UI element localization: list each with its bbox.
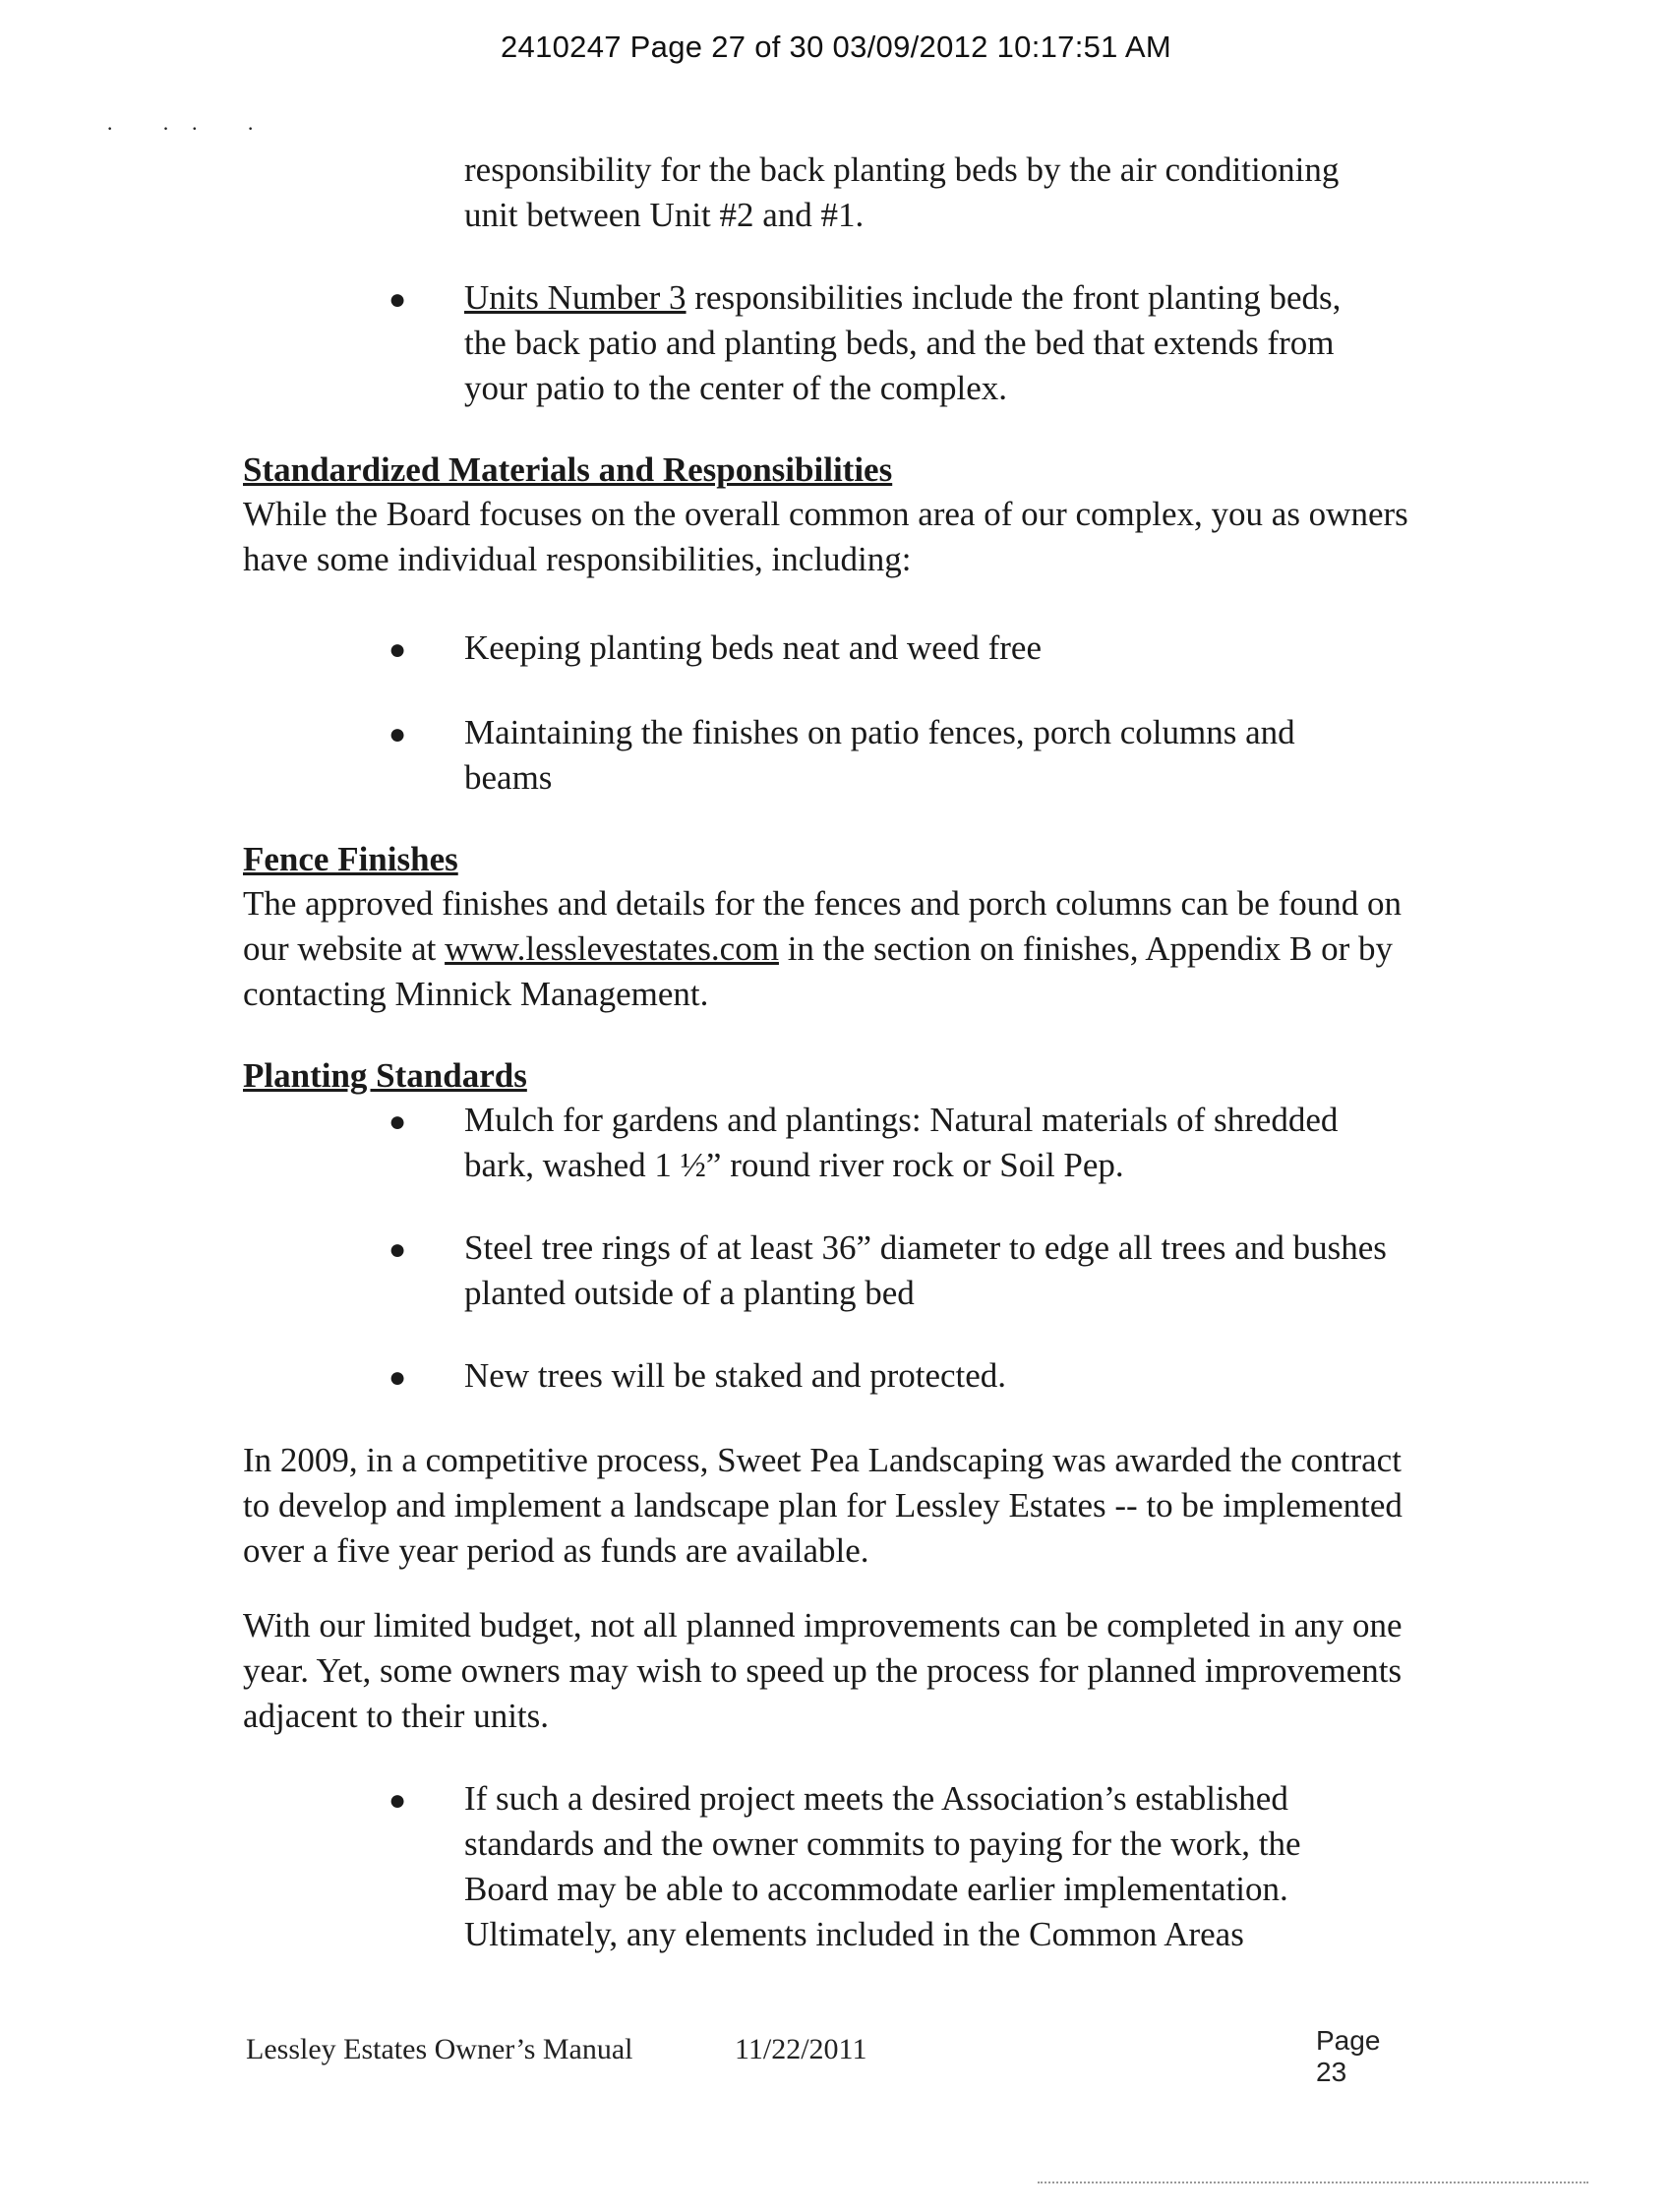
fence-paragraph xyxy=(243,881,1433,1017)
bullet-dot-icon: ● xyxy=(388,718,407,750)
scan-artifact-line xyxy=(1038,2182,1588,2183)
list-item-text: Steel tree rings of at least 36” diameter to edge all trees and bushes planted outside of a planting bed xyxy=(464,1228,1387,1312)
list-item-text: Mulch for gardens and plantings: Natural materials of shredded bark, washed 1 ½” round river rock or Soil Pep. xyxy=(464,1101,1339,1184)
fax-header: 2410247 Page 27 of 30 03/09/2012 10:17:51 AM xyxy=(500,30,1171,64)
intro-continuation: responsibility for the back planting beds by the air conditioning unit between Unit #2 and #1. xyxy=(464,150,1340,234)
bullet-dot-icon: ● xyxy=(388,1784,407,1817)
unit-3-text: responsibilities include the front planting beds, the back patio and planting beds, and the bed that extends from your patio to the center of the complex. xyxy=(464,278,1342,407)
list-item xyxy=(388,626,1433,673)
footer-date: 11/22/2011 xyxy=(735,2033,867,2065)
footer-title: Lessley Estates Owner’s Manual xyxy=(246,2033,633,2065)
page-marks: · ·· · xyxy=(106,116,276,141)
bullet-dot-icon: ● xyxy=(388,283,407,316)
list-item xyxy=(388,1098,1433,1188)
bullet-dot-icon: ● xyxy=(388,1106,407,1138)
bullet-dot-icon: ● xyxy=(388,633,407,666)
bullet-text xyxy=(464,275,1389,411)
list-item-text: Keeping planting beds neat and weed free xyxy=(464,628,1042,667)
list-item-text: If such a desired project meets the Association’s established standards and the owner commits to paying for the work, the Board may be able to accommodate earlier implementation. Ultimately, any elements included in the Common Areas xyxy=(464,1779,1301,1953)
standardized-intro: While the Board focuses on the overall common area of our complex, you as owners have some individual responsibilities, including: xyxy=(243,495,1408,578)
list-item xyxy=(388,1226,1433,1316)
document-body xyxy=(243,148,1433,1957)
list-item xyxy=(388,710,1433,801)
landscaping-paragraph: In 2009, in a competitive process, Sweet Pea Landscaping was awarded the contract to develop and implement a landscape plan for Lessley Estates -- to be implemented over a five year period as funds are available. xyxy=(243,1441,1403,1570)
standardized-heading: Standardized Materials and Responsibilities xyxy=(243,450,893,489)
budget-paragraph: With our limited budget, not all planned improvements can be completed in any one year. Yet, some owners may wish to speed up the process for planned improvements adjacent to their units. xyxy=(243,1606,1403,1735)
footer-page-number: Page 23 xyxy=(1316,2025,1381,2087)
fence-heading: Fence Finishes xyxy=(243,840,458,878)
bullet-unit-3 xyxy=(388,275,1433,411)
fence-text-before: The approved finishes and details for the fences and porch columns can be found on our website at xyxy=(243,884,1402,968)
bullet-dot-icon: ● xyxy=(388,1233,407,1266)
list-item xyxy=(388,1353,1433,1401)
fence-text-after: in the section on finishes, Appendix B or by contacting Minnick Management. xyxy=(243,929,1394,1013)
list-item-text: Maintaining the finishes on patio fences, porch columns and beams xyxy=(464,713,1295,797)
website-link[interactable]: www.lesslevestates.com xyxy=(445,929,779,968)
unit-3-label: Units Number 3 xyxy=(464,278,687,317)
planting-heading: Planting Standards xyxy=(243,1056,527,1095)
bullet-dot-icon: ● xyxy=(388,1361,407,1394)
list-item xyxy=(388,1776,1433,1957)
list-item-text: New trees will be staked and protected. xyxy=(464,1356,1007,1395)
